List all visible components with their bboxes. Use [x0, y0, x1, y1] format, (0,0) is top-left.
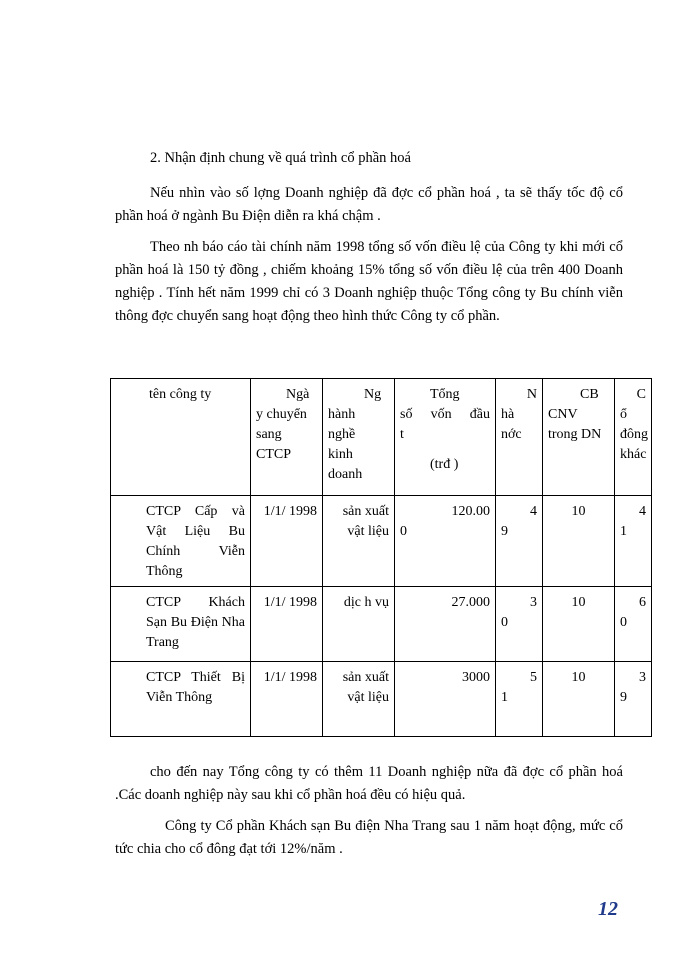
- section-heading: 2. Nhận định chung về quá trình cổ phần hoá: [150, 150, 411, 166]
- cell-capital: 120.00 0: [395, 496, 496, 587]
- cell-other: 4 1: [615, 496, 652, 587]
- cell-employees: 10: [543, 496, 615, 587]
- cell-sector: sản xuất vật liệu: [323, 496, 395, 587]
- cell-other: 3 9: [615, 662, 652, 737]
- cell-state: 5 1: [496, 662, 543, 737]
- header-total-capital: Tổng số vốn đầu t (trđ ): [395, 379, 496, 496]
- paragraph-3: cho đến nay Tổng công ty có thêm 11 Doanh nghiệp nữa đã đợc cổ phần hoá .Các doanh nghiệp này sau khi cổ phần hoá đều có hiệu quả.: [115, 764, 623, 803]
- company-table: [110, 378, 652, 737]
- cell-company-name: CTCP Cấp và Vật Liệu Bu Chính Viễn Thông: [111, 496, 251, 587]
- cell-state: 3 0: [496, 587, 543, 662]
- header-employees: CB CNV trong DN: [543, 379, 615, 496]
- table-header-row: [111, 379, 652, 496]
- table-row: [111, 496, 652, 587]
- paragraph-2: Theo nh báo cáo tài chính năm 1998 tổng số vốn điều lệ của Công ty khi mới cổ phần hoá là 150 tỷ đồng , chiếm khoảng 15% tổng số vốn điều lệ của trên 400 Doanh nghiệp . Tính hết năm 1999 chỉ có 3 Doanh nghiệp thuộc Tổng công ty Bu chính viễn thông đợc chuyển sang hoạt động theo hình thức Công ty cổ phần.: [115, 239, 623, 324]
- cell-employees: 10: [543, 662, 615, 737]
- cell-date: 1/1/ 1998: [251, 587, 323, 662]
- header-conversion-date: Ngà y chuyển sang CTCP: [251, 379, 323, 496]
- paragraph-1: Nếu nhìn vào số lợng Doanh nghiệp đã đợc cổ phần hoá , ta sẽ thấy tốc độ cổ phần hoá ở ngành Bu Điện diễn ra khá chậm .: [115, 185, 623, 224]
- header-state: N hà nớc: [496, 379, 543, 496]
- cell-capital: 3000: [395, 662, 496, 737]
- cell-company-name: CTCP Khách Sạn Bu Điện Nha Trang: [111, 587, 251, 662]
- cell-sector: sản xuất vật liệu: [323, 662, 395, 737]
- header-other-shareholders: C ổ đông khác: [615, 379, 652, 496]
- table-row: [111, 587, 652, 662]
- header-sector: Ng hành nghề kinh doanh: [323, 379, 395, 496]
- table-row: [111, 662, 652, 737]
- cell-date: 1/1/ 1998: [251, 662, 323, 737]
- header-capital-unit: (trđ ): [430, 457, 459, 472]
- cell-capital: 27.000: [395, 587, 496, 662]
- page-number: 12: [598, 898, 618, 920]
- cell-other: 6 0: [615, 587, 652, 662]
- cell-company-name: CTCP Thiết Bị Viễn Thông: [111, 662, 251, 737]
- cell-state: 4 9: [496, 496, 543, 587]
- header-company-name: tên công ty: [111, 379, 251, 496]
- paragraph-4: Công ty Cổ phần Khách sạn Bu điện Nha Trang sau 1 năm hoạt động, mức cổ tức chia cho cổ đông đạt tới 12%/năm .: [115, 818, 623, 857]
- cell-sector: dịc h vụ: [323, 587, 395, 662]
- cell-employees: 10: [543, 587, 615, 662]
- cell-date: 1/1/ 1998: [251, 496, 323, 587]
